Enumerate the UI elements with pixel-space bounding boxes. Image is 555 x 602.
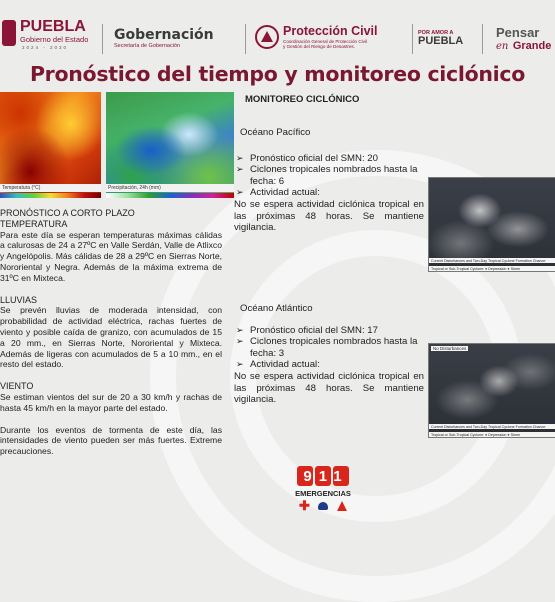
pensar-text: Pensar — [496, 25, 540, 40]
temperature-colorbar — [0, 193, 101, 198]
temperature-text: Para este día se esperan temperaturas máximas cálidas a calurosas de 24 a 27ºC en Valle Serdán, Valle de Atlixco y Angelópolis. Más cálidas de 28 a 29ºC en Sierras Norte, Nororiental y Negra. Además de la máxima extrema de 31ºC en Mixteca. — [0, 229, 222, 283]
proteccion-civil-title: Protección Civil — [283, 24, 378, 38]
puebla-emblem-icon — [2, 20, 16, 46]
por-amor-small: POR AMOR A — [418, 30, 454, 36]
atlantic-item: ➢ Pronóstico oficial del SMN: 17 — [250, 325, 424, 337]
atlantic-satellite-image — [428, 343, 555, 438]
emergency-icons — [299, 500, 347, 512]
atlantic-legend-2: Tropical or Sub-Tropical Cyclone: ● Depression ● Storm — [429, 432, 555, 437]
header-divider — [412, 24, 413, 54]
puebla-years: 2024 - 2030 — [22, 45, 69, 50]
viento-heading: VIENTO — [0, 381, 34, 392]
puebla-subtitle: Gobierno del Estado — [20, 35, 89, 44]
red-cross-icon: ✚ — [299, 498, 310, 513]
precipitation-map-caption: Precipitación, 24h (mm) — [106, 184, 234, 192]
page-title: Pronóstico del tiempo y monitoreo ciclónico — [29, 62, 526, 86]
forecast-panel — [0, 208, 222, 457]
precipitation-colorbar — [106, 193, 234, 198]
pacific-ocean-title: Océano Pacífico — [240, 127, 311, 138]
pacific-panel — [234, 127, 424, 234]
pacific-satellite-image — [428, 177, 555, 272]
proteccion-civil-icon — [255, 25, 279, 49]
fire-icon — [337, 501, 347, 511]
temperature-map-caption: Temperatura (°C) — [0, 184, 101, 192]
header — [0, 0, 555, 62]
grande-text: Grande — [512, 40, 552, 52]
pacific-item: ➢ Pronóstico oficial del SMN: 20 — [250, 153, 424, 165]
temperature-heading: TEMPERATURA — [0, 218, 68, 229]
emergency-label: EMERGENCIAS — [295, 489, 351, 498]
atlantic-item: ➢ Actividad actual: — [250, 359, 424, 371]
gobernacion-subtitle: Secretaría de Gobernación — [114, 43, 181, 49]
police-icon — [318, 502, 328, 510]
precipitation-map — [106, 92, 234, 198]
proteccion-civil-sub1: Coordinación General de Protección Civil — [283, 39, 368, 44]
monitoring-heading: MONITOREO CICLÓNICO — [245, 94, 360, 105]
forecast-heading: PRONÓSTICO A CORTO PLAZO — [0, 208, 135, 218]
closing-text: Durante los eventos de tormenta de este día, las intensidades de viento pueden ser más fuertes. Extreme precauciones. — [0, 424, 222, 457]
atlantic-text: No se espera actividad ciclónica tropical en las próximas 48 horas. Se mantiene vigilancia. — [234, 370, 424, 406]
atlantic-ocean-title: Océano Atlántico — [240, 303, 313, 314]
pacific-item: ➢ Ciclones tropicales nombrados hasta la fecha: 6 — [250, 164, 424, 187]
atlantic-item: ➢ Ciclones tropicales nombrados hasta la fecha: 3 — [250, 336, 424, 359]
pacific-legend-2: Tropical or Sub-Tropical Cyclone: ● Depression ● Storm — [429, 266, 555, 271]
header-divider — [102, 24, 103, 54]
puebla-logo — [0, 18, 96, 58]
por-amor-big: PUEBLA — [418, 35, 464, 47]
pacific-legend-1: Current Disturbances and Two-Day Tropical Cyclone Formation Chance: — [429, 258, 555, 263]
header-divider — [245, 24, 246, 54]
emergency-number-text: 911 — [303, 468, 349, 485]
header-divider — [482, 24, 483, 54]
proteccion-civil-sub2: y Gestión del Riesgo de Desastres. — [283, 44, 356, 49]
temperature-map — [0, 92, 101, 198]
lluvias-heading: LLUVIAS — [0, 294, 38, 305]
gobernacion-title: Gobernación — [114, 27, 214, 43]
pacific-text: No se espera actividad ciclónica tropical en las próximas 48 horas. Se mantiene vigilancia. — [234, 198, 424, 234]
por-amor-logo — [418, 30, 478, 47]
gobernacion-logo — [114, 28, 244, 49]
en-text: en — [496, 41, 509, 52]
pacific-item: ➢ Actividad actual: — [250, 187, 424, 199]
lluvias-text: Se prevén lluvias de moderada intensidad, con probabilidad de actividad eléctrica, rachas fuertes de viento y posible caída de granizo, con acumulados de 15 a 20 mm., en Sierras Norte, Nororiental y Mixteca. Además de ligeras con acumulados de 5 a 10 mm., en el resto del estado. — [0, 305, 222, 370]
puebla-title: PUEBLA — [20, 18, 86, 35]
emergency-911-logo — [295, 466, 351, 514]
atlantic-legend-1: Current Disturbances and Two-Day Tropical Cyclone Formation Chance: — [429, 424, 555, 429]
pensar-en-grande-logo — [496, 26, 555, 52]
viento-text: Se estiman vientos del sur de 20 a 30 km/h y rachas de hasta 45 km/h en la mayor parte del estado. — [0, 391, 222, 413]
atlantic-panel — [234, 303, 424, 406]
atlantic-no-disturbances-label: No Disturbances — [433, 346, 467, 351]
